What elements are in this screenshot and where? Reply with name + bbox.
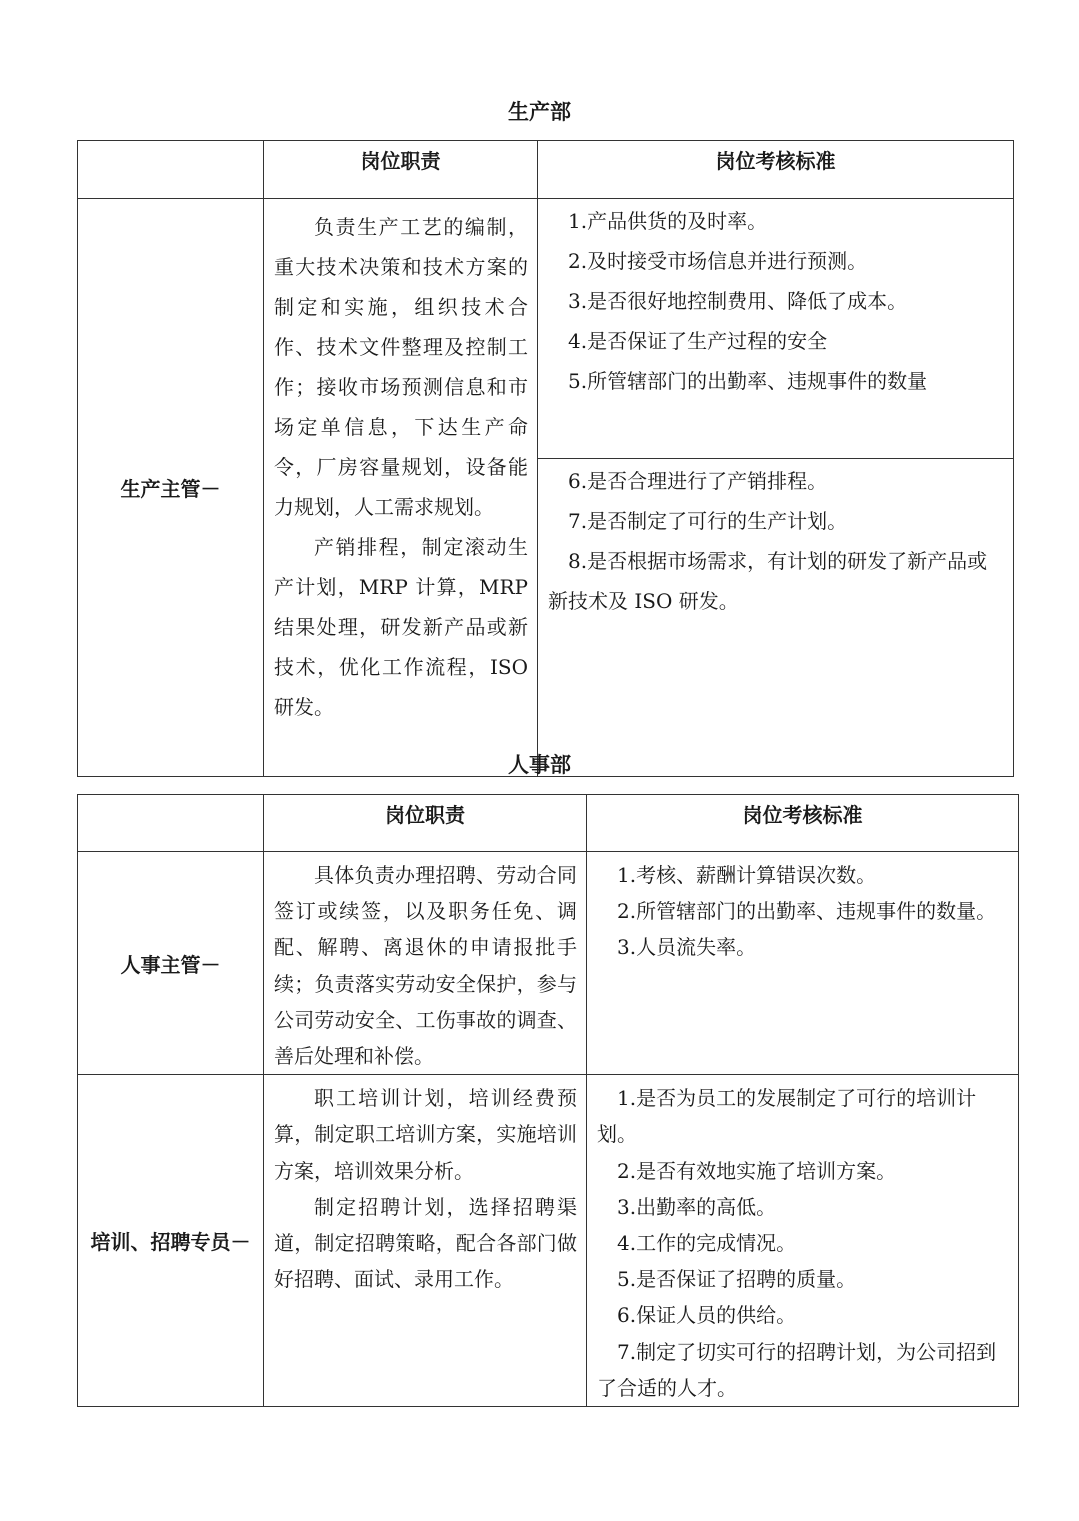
duty-paragraph: 产销排程，制定滚动生产计划，MRP 计算，MRP 结果处理，研发新产品或新技术，优化工作流程，ISO 研发。 xyxy=(274,535,528,719)
standard-item: 2.及时接受市场信息并进行预测。 xyxy=(568,249,868,273)
standard-item: 8.是否根据市场需求，有计划的研发了新产品或新技术及 ISO 研发。 xyxy=(548,549,988,613)
standard-item: 3.出勤率的高低。 xyxy=(617,1194,777,1219)
standard-item: 4.是否保证了生产过程的安全 xyxy=(568,329,828,353)
standard-item: 7.是否制定了可行的生产计划。 xyxy=(568,509,848,533)
duty-paragraph: 职工培训计划，培训经费预算，制定职工培训方案，实施培训方案，培训效果分析。 xyxy=(274,1086,577,1183)
standard-item: 4.工作的完成情况。 xyxy=(617,1231,797,1256)
header-duty: 岗位职责 xyxy=(264,795,587,852)
standard-cell xyxy=(538,199,1014,459)
standard-item: 3.是否很好地控制费用、降低了成本。 xyxy=(568,289,908,313)
standard-item: 2.是否有效地实施了培训方案。 xyxy=(617,1158,897,1183)
standard-cell xyxy=(587,852,1019,1075)
role-training-recruiting-specialist: 培训、招聘专员－ xyxy=(78,1075,264,1407)
standard-cell xyxy=(587,1075,1019,1407)
role-production-supervisor: 生产主管－ xyxy=(78,199,264,777)
standard-item: 3.人员流失率。 xyxy=(617,935,757,960)
duty-cell xyxy=(264,199,538,777)
header-standard: 岗位考核标准 xyxy=(587,795,1019,852)
header-duty: 岗位职责 xyxy=(264,141,538,199)
standard-item: 1.产品供货的及时率。 xyxy=(568,209,768,233)
section-title-production: 生产部 xyxy=(508,100,571,124)
duty-paragraph: 制定招聘计划，选择招聘渠道，制定招聘策略，配合各部门做好招聘、面试、录用工作。 xyxy=(274,1194,577,1292)
duty-cell xyxy=(264,1075,587,1407)
standard-item: 6.保证人员的供给。 xyxy=(617,1303,797,1328)
header-empty-cell xyxy=(78,141,264,199)
standard-cell xyxy=(538,459,1014,777)
hr-table xyxy=(77,794,1019,1407)
standard-item: 5.所管辖部门的出勤率、违规事件的数量 xyxy=(568,369,928,393)
duty-cell xyxy=(264,852,587,1075)
standard-item: 1.是否为员工的发展制定了可行的培训计划。 xyxy=(597,1086,977,1147)
standard-item: 1.考核、薪酬计算错误次数。 xyxy=(617,863,877,887)
role-hr-supervisor: 人事主管－ xyxy=(78,852,264,1075)
standard-item: 6.是否合理进行了产销排程。 xyxy=(568,469,828,493)
header-empty-cell xyxy=(78,795,264,852)
standard-item: 5.是否保证了招聘的质量。 xyxy=(617,1267,857,1292)
duty-paragraph: 具体负责办理招聘、劳动合同签订或续签，以及职务任免、调配、解聘、离退休的申请报批手续；负责落实劳动安全保护，参与公司劳动安全、工伤事故的调查、善后处理和补偿。 xyxy=(274,863,577,1069)
standard-item: 2.所管辖部门的出勤率、违规事件的数量。 xyxy=(617,899,997,924)
header-standard: 岗位考核标准 xyxy=(538,141,1014,199)
section-title-hr: 人事部 xyxy=(508,753,571,777)
standard-item: 7.制定了切实可行的招聘计划，为公司招到了合适的人才。 xyxy=(597,1339,997,1400)
production-table xyxy=(77,140,1014,777)
duty-paragraph: 负责生产工艺的编制，重大技术决策和技术方案的制定和实施，组织技术合作、技术文件整理及控制工作；接收市场预测信息和市场定单信息，下达生产命令，厂房容量规划，设备能力规划，人工需求规划。 xyxy=(274,215,528,519)
